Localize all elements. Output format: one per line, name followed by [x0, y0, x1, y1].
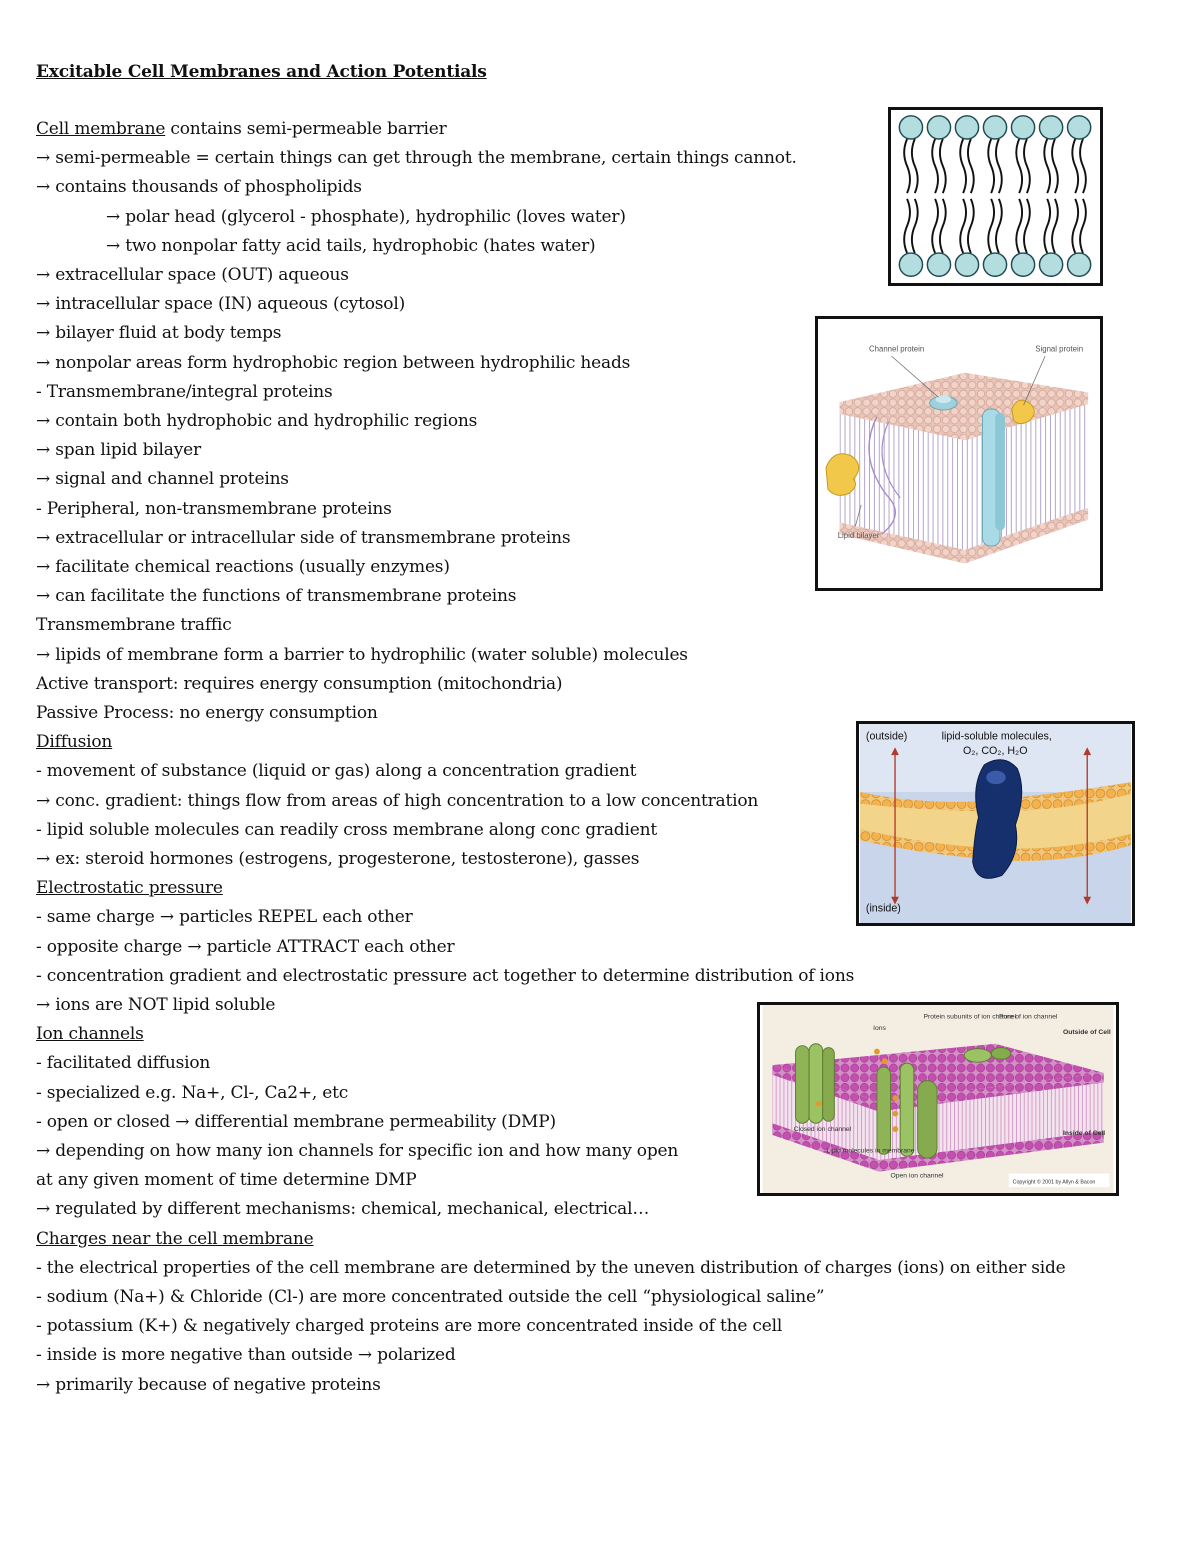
- note-text: Transmembrane traffic: [36, 615, 232, 635]
- gas-formula-label: O₂, CO₂, H₂O: [962, 745, 1028, 758]
- note-line: [36, 1315, 782, 1337]
- note-text: → semi-permeable = certain things can get through the membrane, certain things cannot.: [36, 148, 797, 168]
- note-line: [106, 235, 595, 257]
- outside-of-cell-label: Outside of Cell: [1063, 1029, 1111, 1037]
- note-line: [36, 731, 112, 753]
- note-text: - movement of substance (liquid or gas) along a concentration gradient: [36, 761, 637, 781]
- note-text: → regulated by different mechanisms: chemical, mechanical, electrical…: [36, 1199, 650, 1219]
- note-line: [36, 1140, 678, 1162]
- note-text: → two nonpolar fatty acid tails, hydrophobic (hates water): [106, 236, 596, 256]
- note-text: → lipids of membrane form a barrier to hydrophilic (water soluble) molecules: [36, 645, 688, 665]
- note-text: - opposite charge → particle ATTRACT each other: [36, 937, 455, 957]
- closed-channel-label: Closed ion channel: [793, 1125, 852, 1133]
- note-line: [36, 614, 232, 636]
- note-text: at any given moment of time determine DMP: [36, 1170, 417, 1190]
- section-heading: Electrostatic pressure: [36, 878, 223, 898]
- note-text: Active transport: requires energy consumption (mitochondria): [36, 674, 563, 694]
- inside-of-cell-label: Inside of Cell: [1063, 1129, 1106, 1137]
- note-text: → polar head (glycerol - phosphate), hydrophilic (loves water): [106, 207, 626, 227]
- phospholipid-bilayer-figure: [888, 107, 1103, 286]
- note-line: [36, 936, 454, 958]
- ion-channel-diagram: [760, 1005, 1116, 1193]
- note-line: [36, 118, 447, 140]
- note-text: - Peripheral, non-transmembrane proteins: [36, 499, 392, 519]
- note-text: - facilitated diffusion: [36, 1053, 211, 1073]
- note-text: → can facilitate the functions of transmembrane proteins: [36, 586, 517, 606]
- note-text: → facilitate chemical reactions (usually enzymes): [36, 557, 450, 577]
- inside-label: (inside): [865, 902, 901, 915]
- note-line: [36, 760, 636, 782]
- note-text: → depending on how many ion channels for specific ion and how many open: [36, 1141, 679, 1161]
- note-line: [36, 1169, 417, 1191]
- note-text: - sodium (Na+) & Chloride (Cl-) are more concentrated outside the cell “physiological saline”: [36, 1287, 825, 1307]
- channel-protein-label: Channel protein: [869, 344, 925, 354]
- note-text: → extracellular or intracellular side of transmembrane proteins: [36, 528, 571, 548]
- note-text: - concentration gradient and electrostatic pressure act together to determine distribution of ions: [36, 966, 855, 986]
- membrane-proteins-figure: [815, 316, 1103, 591]
- pore-label: Pore of ion channel: [999, 1013, 1058, 1021]
- membrane-proteins-diagram: [818, 319, 1100, 588]
- note-line: [36, 644, 688, 666]
- note-text: → span lipid bilayer: [36, 440, 201, 460]
- note-text: → intracellular space (IN) aqueous (cytosol): [36, 294, 406, 314]
- lipid-molecules-label: Lipid molecules in membrane: [826, 1147, 915, 1155]
- lipid-soluble-label: lipid-soluble molecules,: [941, 730, 1052, 743]
- note-text: → bilayer fluid at body temps: [36, 323, 282, 343]
- note-line: [36, 702, 378, 724]
- note-line: [36, 1257, 1066, 1279]
- note-line: [36, 1082, 348, 1104]
- note-line: [36, 848, 639, 870]
- protein-subunits-label: Protein subunits of ion channel: [923, 1013, 1016, 1021]
- note-text: - lipid soluble molecules can readily cross membrane along conc gradient: [36, 820, 657, 840]
- note-line: [36, 790, 758, 812]
- note-text: → ex: steroid hormones (estrogens, progesterone, testosterone), gasses: [36, 849, 640, 869]
- note-line: [36, 1228, 314, 1250]
- note-line: [36, 352, 630, 374]
- note-line: [36, 527, 570, 549]
- note-text: - potassium (K+) & negatively charged proteins are more concentrated inside of the cell: [36, 1316, 783, 1336]
- diffusion-diagram: [859, 724, 1132, 923]
- note-line: [36, 439, 201, 461]
- note-line: [36, 906, 413, 928]
- note-line: [36, 410, 477, 432]
- outside-label: (outside): [865, 730, 908, 743]
- note-line: [36, 468, 289, 490]
- signal-protein-label: Signal protein: [1035, 344, 1084, 354]
- note-line: [36, 1111, 556, 1133]
- note-text: - inside is more negative than outside → polarized: [36, 1345, 456, 1365]
- note-line: [36, 965, 854, 987]
- phospholipid-bilayer-diagram: [891, 110, 1100, 283]
- note-line: [36, 176, 362, 198]
- note-line: [36, 322, 281, 344]
- note-line: [36, 1286, 824, 1308]
- lipid-bilayer-label: Lipid bilayer: [837, 531, 880, 541]
- note-line: [36, 264, 349, 286]
- document-title: Excitable Cell Membranes and Action Potentials: [36, 62, 487, 82]
- note-line: [36, 673, 562, 695]
- note-line: [36, 1344, 456, 1366]
- ion-channel-figure: [757, 1002, 1119, 1196]
- section-heading: Charges near the cell membrane: [36, 1229, 314, 1249]
- note-line: [36, 1198, 649, 1220]
- note-line: [36, 498, 392, 520]
- note-text: contains semi-permeable barrier: [165, 119, 447, 139]
- note-line: [36, 1023, 144, 1045]
- note-line: [36, 1374, 381, 1396]
- section-heading: Ion channels: [36, 1024, 144, 1044]
- note-text: → signal and channel proteins: [36, 469, 289, 489]
- note-line: [106, 206, 626, 228]
- ions-label: Ions: [873, 1025, 886, 1033]
- note-text: → primarily because of negative proteins: [36, 1375, 381, 1395]
- open-channel-label: Open ion channel: [890, 1172, 944, 1180]
- note-text: - the electrical properties of the cell membrane are determined by the uneven distribution of charges (ions) on either side: [36, 1258, 1066, 1278]
- note-line: [36, 877, 223, 899]
- note-line: [36, 994, 275, 1016]
- section-heading: Cell membrane: [36, 119, 166, 139]
- note-text: → contain both hydrophobic and hydrophilic regions: [36, 411, 478, 431]
- note-line: [36, 147, 797, 169]
- diffusion-figure: [856, 721, 1135, 926]
- note-text: - same charge → particles REPEL each other: [36, 907, 413, 927]
- note-line: [36, 556, 450, 578]
- note-text: → nonpolar areas form hydrophobic region between hydrophilic heads: [36, 353, 631, 373]
- note-text: → contains thousands of phospholipids: [36, 177, 362, 197]
- note-line: [36, 381, 333, 403]
- note-text: - specialized e.g. Na+, Cl-, Ca2+, etc: [36, 1083, 349, 1103]
- note-text: → conc. gradient: things flow from areas of high concentration to a low concentration: [36, 791, 759, 811]
- copyright-label: Copyright © 2001 by Allyn & Bacon: [1012, 1179, 1096, 1186]
- note-line: [36, 293, 405, 315]
- note-text: → extracellular space (OUT) aqueous: [36, 265, 349, 285]
- note-text: → ions are NOT lipid soluble: [36, 995, 276, 1015]
- note-line: [36, 585, 516, 607]
- note-line: [36, 1052, 210, 1074]
- note-text: - open or closed → differential membrane permeability (DMP): [36, 1112, 556, 1132]
- section-heading: Diffusion: [36, 732, 113, 752]
- note-text: Passive Process: no energy consumption: [36, 703, 378, 723]
- note-line: [36, 819, 657, 841]
- note-text: - Transmembrane/integral proteins: [36, 382, 333, 402]
